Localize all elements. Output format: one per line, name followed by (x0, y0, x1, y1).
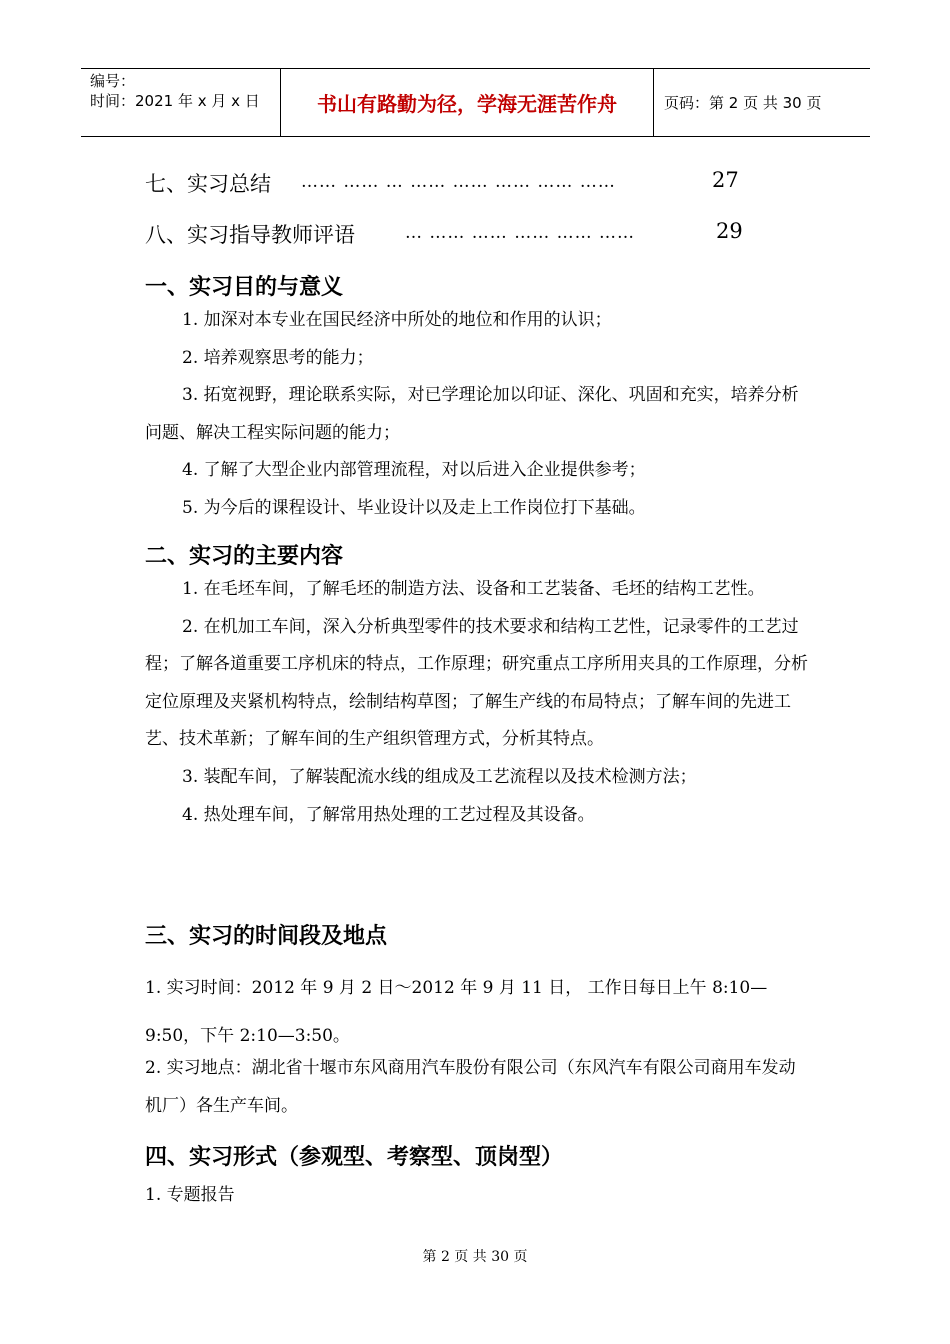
list-item: 3. 拓宽视野，理论联系实际，对已学理论加以印证、深化、巩固和充实，培养分析问题、解决工程实际问题的能力； (145, 385, 799, 443)
toc-entry[interactable] (145, 219, 745, 253)
list-item: 2. 培养观察思考的能力； (182, 347, 374, 368)
section-heading: 一、实习目的与意义 (145, 275, 344, 300)
internship-time: 1. 实习时间：2012 年 9 月 2 日～2012 年 9 月 11 日， 工作日每日上午 8:10— (145, 978, 768, 998)
section-heading: 四、实习形式（参观型、考察型、顶岗型） (145, 1145, 564, 1170)
list-item: 1. 在毛坯车间，了解毛坯的制造方法、设备和工艺装备、毛坯的结构工艺性。 (182, 579, 765, 599)
list-item: 3. 装配车间，了解装配流水线的组成及工艺流程以及技术检测方法； (182, 766, 697, 787)
internship-time-cont: 9:50，下午 2:10—3:50。 (145, 1026, 350, 1046)
list-item: 1. 加深对本专业在国民经济中所处的地位和作用的认识； (182, 310, 612, 330)
toc-title: 七、实习总结 (145, 172, 271, 196)
header-number: 编号： (90, 72, 136, 90)
toc-leader: … …… …… …… …… …… (405, 223, 636, 243)
header-motto: 书山有路勤为径，学海无涯苦作舟 (281, 69, 654, 136)
section-heading: 三、实习的时间段及地点 (145, 924, 388, 949)
header-page-info: 页码：第 2 页 共 30 页 (664, 94, 822, 112)
list-item: 4. 了解了大型企业内部管理流程，对以后进入企业提供参考； (182, 460, 646, 481)
toc-page: 27 (712, 168, 739, 192)
list-item: 1. 专题报告 (145, 1185, 235, 1205)
page-header (81, 68, 870, 137)
list-item: 4. 热处理车间，了解常用热处理的工艺过程及其设备。 (182, 804, 595, 825)
section-heading: 二、实习的主要内容 (145, 544, 344, 569)
internship-place: 2. 实习地点：湖北省十堰市东风商用汽车股份有限公司（东风汽车有限公司商用车发动机厂）各生产车间。 (145, 1058, 796, 1116)
section-1-body (145, 302, 810, 528)
section-2-body (145, 571, 810, 834)
list-item: 5. 为今后的课程设计、毕业设计以及走上工作岗位打下基础。 (182, 497, 646, 518)
toc-page: 29 (716, 219, 743, 243)
header-time: 时间：2021 年 x 月 x 日 (90, 92, 260, 110)
header-meta (81, 69, 281, 136)
toc-leader: …… …… … …… …… …… …… …… (301, 172, 616, 192)
toc-entry[interactable] (145, 168, 745, 202)
toc-title: 八、实习指导教师评语 (145, 223, 355, 247)
list-item: 2. 在机加工车间，深入分析典型零件的技术要求和结构工艺性，记录零件的工艺过程；了解各道重要工序机床的特点，工作原理；研究重点工序所用夹具的工作原理，分析定位原理及夹紧机构特点，绘制结构草图；了解生产线的布局特点；了解车间的先进工艺、技术革新；了解车间的生产组织管理方式，分析其特点。 (145, 616, 808, 750)
page-footer: 第 2 页 共 30 页 (422, 1249, 528, 1265)
